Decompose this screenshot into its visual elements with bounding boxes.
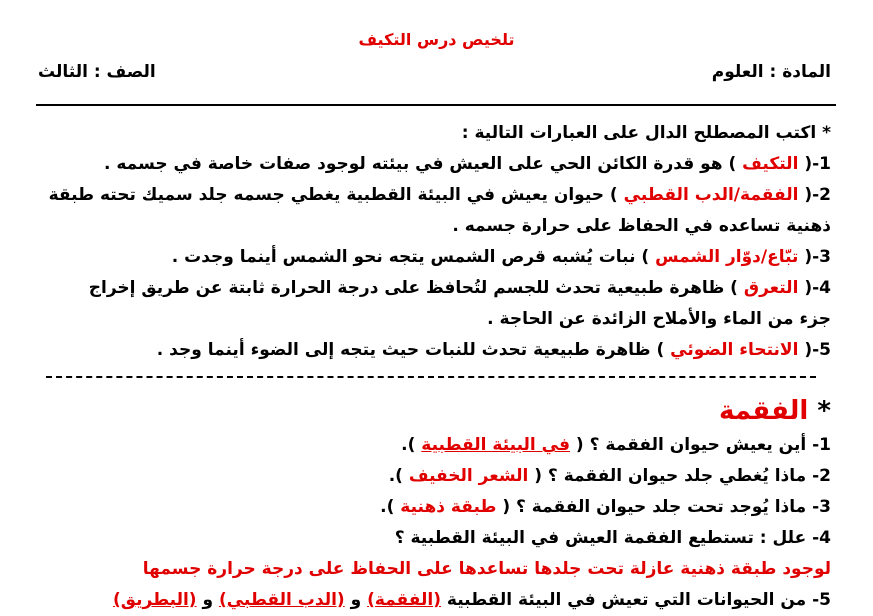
definition-item-2-continuation: ذهنية تساعده في الحفاظ على حرارة جسمه . [452, 216, 831, 236]
bullet-star: * [808, 396, 831, 426]
definition-text: ) ظاهرة طبيعية تحدث للنبات حيث يتجه إلى الضوء أينما وجد . [156, 340, 671, 360]
definition-text: ) ظاهرة طبيعية تحدث للجسم لتُحافظ على درجة الحرارة ثابتة عن طريق إخراج [88, 278, 744, 298]
definition-item-2 [31, 180, 831, 211]
question-2 [31, 461, 831, 492]
question-end: ). [388, 466, 409, 486]
definition-item-4 [31, 273, 831, 304]
question-text: 4- علل : تستطيع الفقمة العيش في البيئة القطبية ؟ [394, 528, 831, 548]
connector: و [196, 590, 219, 610]
question-end: ). [401, 435, 422, 455]
connector: و [344, 590, 368, 610]
seal-section [31, 392, 831, 616]
question-end: ). [380, 497, 401, 517]
question-5 [31, 585, 831, 616]
document-title: تلخيص درس التكيف [358, 30, 515, 49]
definition-item-3 [31, 242, 831, 273]
definition-term: تبّاع/دوّار الشمس [655, 247, 799, 267]
definition-number: 5-( [798, 340, 831, 360]
section-heading [31, 392, 831, 430]
definition-number: 1-( [798, 154, 831, 174]
definition-term: التكيف [742, 154, 799, 174]
answer-penguin: (البطريق) [113, 590, 197, 610]
definition-term: الفقمة/الدب القطبي [623, 185, 799, 205]
question-text: 2- ماذا يُغطي جلد حيوان الفقمة ؟ ( [528, 466, 831, 486]
section-heading-text: الفقمة [719, 396, 809, 426]
question-text: 3- ماذا يُوجد تحت جلد حيوان الفقمة ؟ ( [496, 497, 831, 517]
answer-polar-bear: (الدب القطبي) [218, 590, 345, 610]
header-divider [36, 104, 836, 106]
question-answer: الشعر الخفيف [408, 466, 529, 486]
question-answer: طبقة ذهنية [400, 497, 497, 517]
question-1 [31, 430, 831, 461]
definition-item-1 [31, 149, 831, 180]
definition-number: 4-( [798, 278, 831, 298]
question-4 [31, 523, 831, 554]
question-text: 1- أين يعيش حيوان الفقمة ؟ ( [570, 435, 831, 455]
definition-number: 2-( [798, 185, 831, 205]
definition-item-4-continuation: جزء من الماء والأملاح الزائدة عن الحاجة . [487, 309, 831, 329]
definition-text: ) حيوان يعيش في البيئة القطبية يغطي جسمه جلد سميك تحته طبقة [48, 185, 624, 205]
answer-seal: (الفقمة) [367, 590, 442, 610]
grade-label: الصف : الثالث [38, 62, 156, 82]
definition-term: الانتحاء الضوئي [670, 340, 799, 360]
subject-label: المادة : العلوم [711, 62, 831, 82]
definitions-intro: * اكتب المصطلح الدال على العبارات التالية : [461, 123, 831, 143]
answer-4: لوجود طبقة ذهنية عازلة تحت جلدها تساعدها على الحفاظ على درجة حرارة جسمها [142, 559, 831, 579]
definition-number: 3-( [798, 247, 831, 267]
question-3 [31, 492, 831, 523]
definition-item-5 [31, 335, 831, 366]
question-answer: في البيئة القطبية [421, 435, 570, 455]
question-text: 5- من الحيوانات التي تعيش في البيئة القطبية [441, 590, 831, 610]
definition-text: ) نبات يُشبه قرص الشمس يتجه نحو الشمس أينما وجدت . [171, 247, 656, 267]
definition-term: التعرق [743, 278, 799, 298]
definitions-block [31, 118, 831, 366]
section-divider [46, 376, 816, 378]
definition-text: ) هو قدرة الكائن الحي على العيش في بيئته لوجود صفات خاصة في جسمه . [103, 154, 743, 174]
